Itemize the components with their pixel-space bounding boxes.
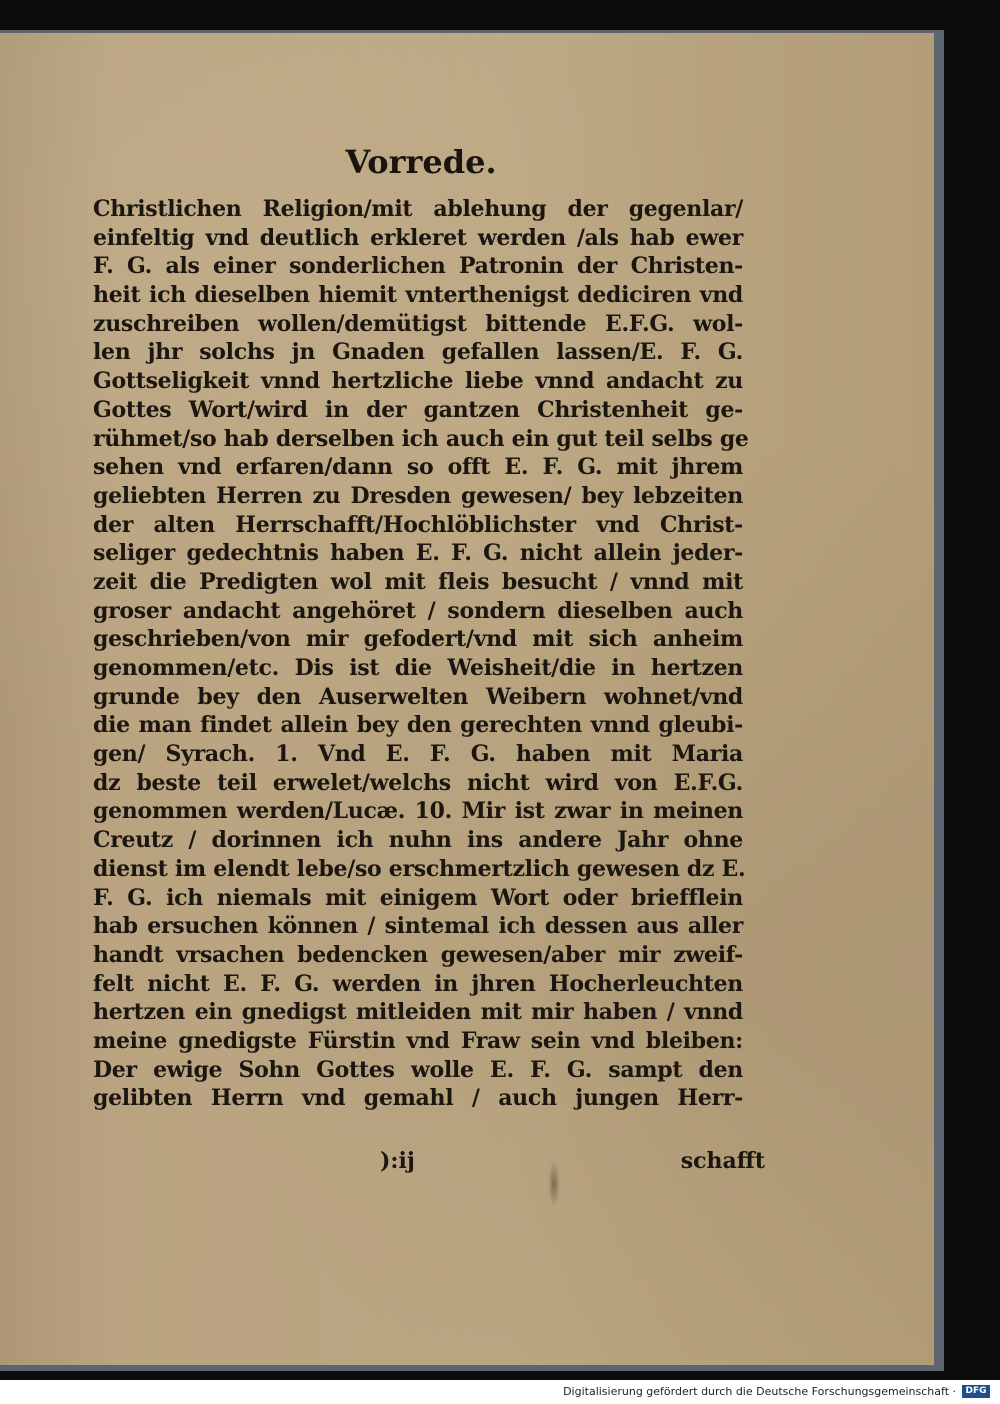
text-line: gelibten Herrn vnd gemahl / auch jungen Herr- — [93, 1085, 743, 1112]
text-line: Gottes Wort/wird in der gantzen Christenheit ge- — [93, 396, 743, 423]
text-line: F. G. als einer sonderlichen Patronin der Christen- — [93, 253, 743, 280]
text-line: hertzen ein gnedigst mitleiden mit mir haben / vnnd — [93, 999, 743, 1026]
funding-notice: Digitalisierung gefördert durch die Deutsche Forschungsgemeinschaft · — [563, 1385, 956, 1398]
text-line: Creutz / dorinnen ich nuhn ins andere Jahr ohne — [93, 827, 743, 854]
text-line: dienst im elendt lebe/so erschmertzlich gewesen dz E. — [93, 855, 746, 882]
text-line: Gottseligkeit vnnd hertzliche liebe vnnd andacht zu — [93, 368, 743, 395]
text-line: die man findet allein bey den gerechten vnnd gleubi- — [93, 712, 743, 739]
text-body — [93, 195, 749, 1113]
text-line: handt vrsachen bedencken gewesen/aber mir zweif- — [93, 941, 743, 968]
text-line: grunde bey den Auserwelten Weibern wohnet/vnd — [93, 683, 743, 710]
text-line: der alten Herrschafft/Hochlöblichster vnd Christ- — [93, 511, 743, 538]
scanned-page — [0, 33, 934, 1365]
footer-bar — [0, 1380, 1000, 1404]
text-line: meine gnedigste Fürstin vnd Fraw sein vnd bleiben: — [93, 1027, 743, 1054]
ink-stain — [548, 1161, 560, 1207]
dfg-logo-icon: DFG — [962, 1385, 990, 1398]
text-line: hab ersuchen können / sintemal ich dessen aus aller — [93, 913, 743, 940]
text-line: einfeltig vnd deutlich erkleret werden /als hab ewer — [93, 224, 743, 251]
text-line: rühmet/so hab derselben ich auch ein gut teil selbs ge — [93, 425, 749, 452]
text-line: geliebten Herren zu Dresden gewesen/ bey lebzeiten — [93, 482, 743, 509]
text-line: groser andacht angehöret / sondern dieselben auch — [93, 597, 743, 624]
text-line: zuschreiben wollen/demütigst bittende E.F.G. wol- — [93, 310, 743, 337]
catchword: schafft — [680, 1148, 765, 1174]
text-line: Der ewige Sohn Gottes wolle E. F. G. sampt den — [93, 1056, 743, 1083]
text-line: zeit die Predigten wol mit fleis besucht / vnnd mit — [93, 568, 743, 595]
text-line: F. G. ich niemals mit einigem Wort oder briefflein — [93, 884, 743, 911]
text-line: genommen/etc. Dis ist die Weisheit/die in hertzen — [93, 655, 743, 681]
signature-mark: ):ij — [380, 1148, 415, 1174]
text-line: len jhr solchs jn Gnaden gefallen lassen/E. F. G. — [93, 339, 743, 366]
page-heading: Vorrede. — [345, 143, 497, 181]
text-line: felt nicht E. F. G. werden in jhren Hocherleuchten — [93, 970, 743, 997]
text-line: sehen vnd erfaren/dann so offt E. F. G. mit jhrem — [93, 454, 743, 481]
text-line: gen/ Syrach. 1. Vnd E. F. G. haben mit Maria — [93, 741, 743, 768]
text-line: genommen werden/Lucæ. 10. Mir ist zwar in meinen — [93, 798, 743, 825]
text-line: heit ich dieselben hiemit vnterthenigst dediciren vnd — [93, 282, 743, 309]
text-line: seliger gedechtnis haben E. F. G. nicht allein jeder- — [93, 540, 743, 567]
text-line: Christlichen Religion/mit ablehung der gegenlar/ — [93, 196, 743, 222]
text-line: dz beste teil erwelet/welchs nicht wird von E.F.G. — [93, 769, 743, 796]
text-line: geschrieben/von mir gefodert/vnd mit sich anheim — [93, 626, 743, 653]
